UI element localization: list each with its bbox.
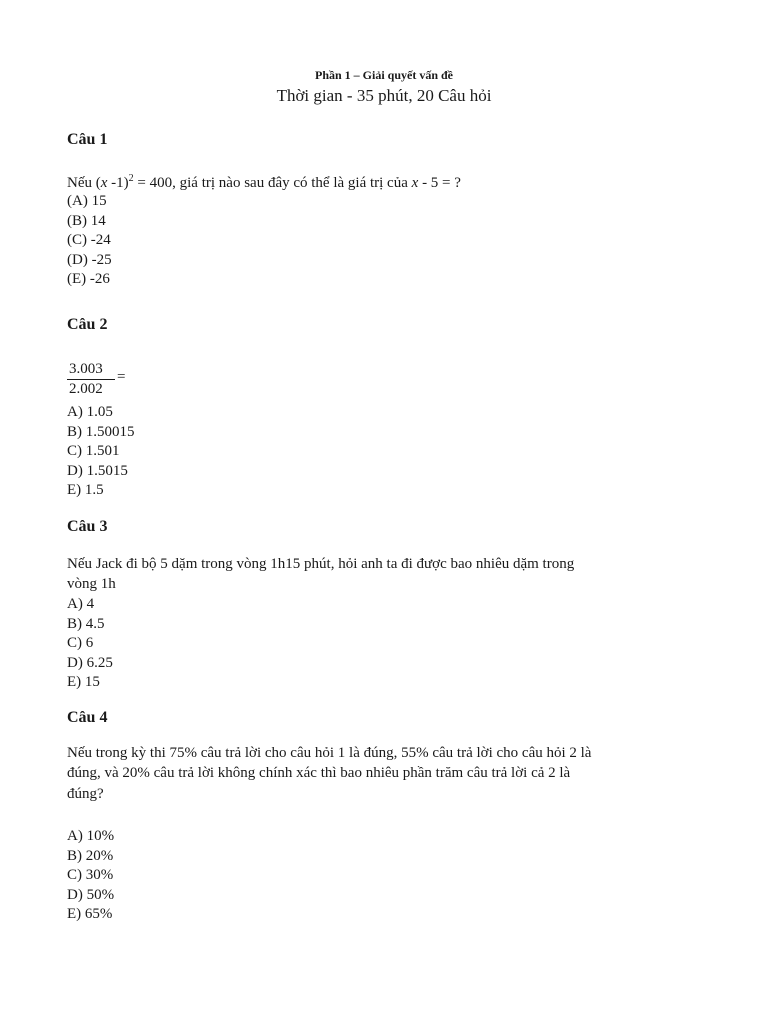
option: (A) 15	[67, 193, 107, 209]
question-4-stem-line-2: đúng, và 20% câu trả lời không chính xác thì bao nhiêu phần trăm câu trả lời cả 2 là	[67, 765, 571, 781]
question-4-stem-line-1: Nếu trong kỳ thi 75% câu trả lời cho câu hỏi 1 là đúng, 55% câu trả lời cho câu hỏi 2 là	[67, 745, 592, 761]
question-3-title: Câu 3	[67, 518, 108, 535]
option: B) 1.50015	[67, 423, 135, 440]
question-2-fraction	[67, 360, 126, 398]
question-4-title: Câu 4	[67, 709, 108, 726]
option: (D) -25	[67, 251, 112, 268]
option: D) 6.25	[67, 654, 113, 671]
question-4-stem-line-3: đúng?	[67, 786, 104, 802]
exponent: 2	[128, 173, 134, 184]
option: D) 1.5015	[67, 462, 128, 479]
variable-x: x	[100, 175, 108, 191]
option: (C) -24	[67, 232, 111, 248]
question-4-options	[67, 827, 114, 925]
option: C) 1.501	[67, 443, 120, 459]
equals-sign: =	[117, 369, 126, 385]
variable-x: x	[411, 175, 419, 191]
question-1-options	[67, 192, 112, 290]
question-2-options	[67, 403, 135, 501]
option: B) 20%	[67, 847, 114, 864]
option: E) 15	[67, 674, 100, 690]
option: A) 10%	[67, 828, 115, 844]
stem-text: -1)	[107, 175, 129, 191]
question-3-options	[67, 595, 113, 693]
option: D) 50%	[67, 886, 115, 903]
fraction-bar	[67, 379, 115, 380]
denominator: 2.002	[69, 381, 103, 397]
time-info: Thời gian - 35 phút, 20 Câu hỏi	[276, 86, 492, 105]
option: A) 1.05	[67, 404, 113, 420]
numerator: 3.003	[69, 361, 103, 377]
question-1-stem	[67, 175, 461, 192]
option: C) 30%	[67, 867, 114, 883]
option: A) 4	[67, 596, 95, 612]
option: (E) -26	[67, 271, 110, 287]
option: C) 6	[67, 635, 94, 651]
question-3-stem-line-1: Nếu Jack đi bộ 5 dặm trong vòng 1h15 phút, hỏi anh ta đi được bao nhiêu dặm trong	[67, 556, 575, 572]
option: (B) 14	[67, 212, 106, 229]
option: E) 1.5	[67, 482, 104, 498]
question-1-title: Câu 1	[67, 131, 108, 148]
question-2-title: Câu 2	[67, 316, 108, 333]
section-heading: Phần 1 – Giải quyết vấn đề	[314, 68, 454, 82]
stem-text: Nếu (	[67, 175, 101, 191]
option: E) 65%	[67, 906, 113, 922]
question-3-stem-line-2: vòng 1h	[67, 576, 116, 592]
option: B) 4.5	[67, 615, 105, 632]
stem-text: - 5 = ?	[418, 175, 461, 191]
stem-text: = 400, giá trị nào sau đây có thể là giá trị của	[133, 175, 412, 191]
